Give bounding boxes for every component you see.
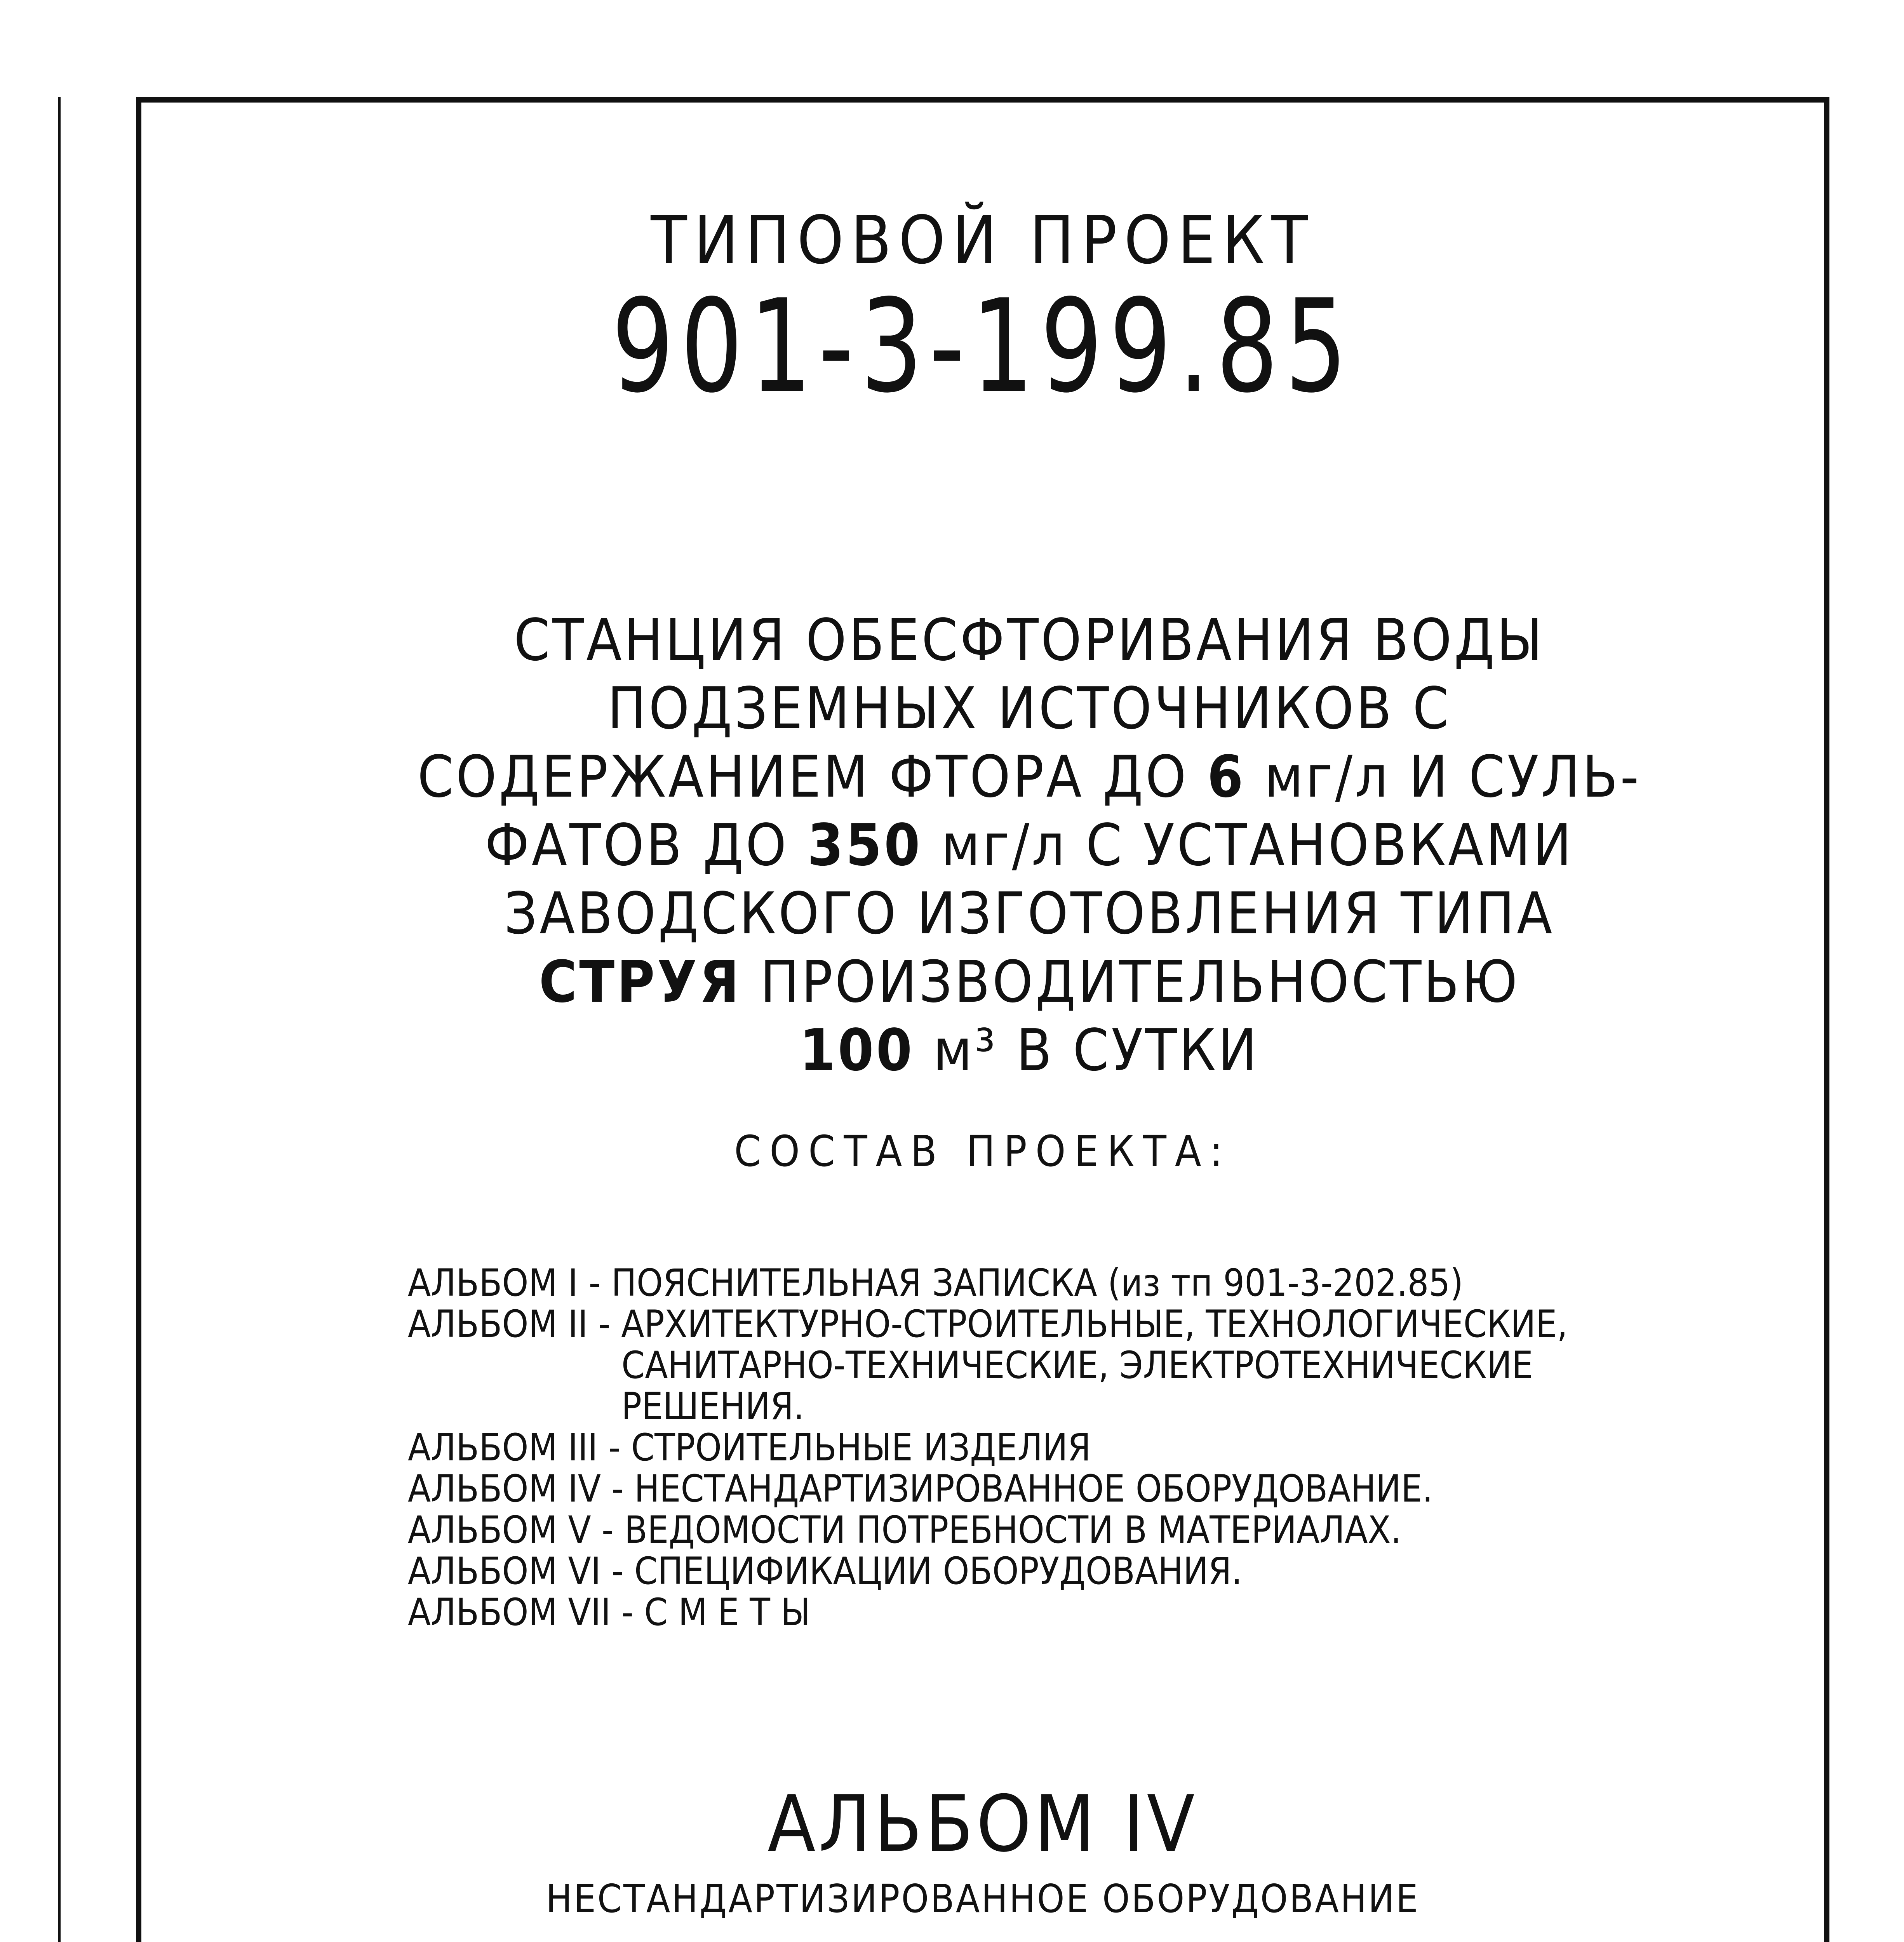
left-edge-line — [58, 97, 61, 1942]
title-line-5: ЗАВОДСКОГО ИЗГОТОВЛЕНИЯ ТИПА — [504, 880, 1555, 947]
album-list — [408, 1262, 1568, 1633]
title-line-7: 100 м³ В СУТКИ — [799, 1017, 1259, 1084]
album-title: АЛЬБОМ IV — [768, 1779, 1198, 1869]
composition-heading: СОСТАВ ПРОЕКТА: — [734, 1126, 1231, 1176]
album-item: АЛЬБОМ I - ПОЯСНИТЕЛЬНАЯ ЗАПИСКА (из тп 901-3-202.85) — [408, 1261, 1464, 1305]
project-title — [388, 606, 1670, 1084]
album-subtitle: НЕСТАНДАРТИЗИРОВАННОЕ ОБОРУДОВАНИЕ — [546, 1876, 1420, 1921]
album-item-continuation: САНИТАРНО-ТЕХНИЧЕСКИЕ, ЭЛЕКТРОТЕХНИЧЕСКИЕ РЕШЕНИЯ. — [621, 1343, 1533, 1428]
title-line-2: ПОДЗЕМНЫХ ИСТОЧНИКОВ С — [607, 675, 1451, 742]
album-item: АЛЬБОМ V - ВЕДОМОСТИ ПОТРЕБНОСТИ В МАТЕРИАЛАХ. — [408, 1508, 1401, 1552]
project-number: 901-3-199.85 — [611, 272, 1354, 421]
album-item: АЛЬБОМ VII - С М Е Т Ы — [408, 1590, 811, 1634]
title-line-6: СТРУЯ ПРОИЗВОДИТЕЛЬНОСТЬЮ — [539, 948, 1520, 1015]
album-item: АЛЬБОМ VI - СПЕЦИФИКАЦИИ ОБОРУДОВАНИЯ. — [408, 1549, 1243, 1593]
title-line-4: ФАТОВ ДО 350 мг/л С УСТАНОВКАМИ — [485, 812, 1574, 879]
album-item: АЛЬБОМ II - АРХИТЕКТУРНО-СТРОИТЕЛЬНЫЕ, ТЕХНОЛОГИЧЕСКИЕ, — [408, 1302, 1568, 1346]
title-line-1: СТАНЦИЯ ОБЕСФТОРИВАНИЯ ВОДЫ — [514, 607, 1545, 673]
title-line-3: СОДЕРЖАНИЕМ ФТОРА ДО 6 мг/л И СУЛЬ- — [417, 743, 1641, 810]
project-type-title: ТИПОВОЙ ПРОЕКТ — [651, 202, 1315, 279]
album-item: АЛЬБОМ III - СТРОИТЕЛЬНЫЕ ИЗДЕЛИЯ — [408, 1426, 1091, 1469]
album-item: АЛЬБОМ IV - НЕСТАНДАРТИЗИРОВАННОЕ ОБОРУДОВАНИЕ. — [408, 1467, 1433, 1510]
